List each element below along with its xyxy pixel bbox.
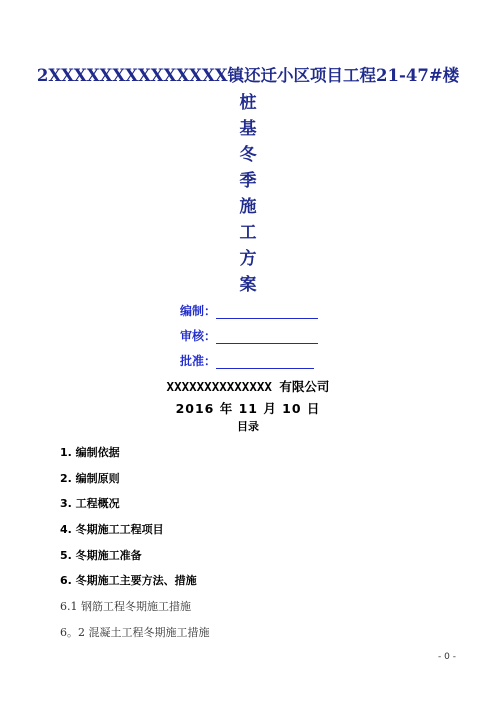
toc-subitem[interactable]: 6.1 钢筋工程冬期施工措施 xyxy=(60,600,191,614)
page-number: - 0 - xyxy=(438,652,456,662)
vertical-title-char: 工 xyxy=(239,223,257,243)
approve-signature xyxy=(180,352,314,369)
compile-signature xyxy=(180,302,318,319)
review-label: 审核： xyxy=(180,329,217,343)
document-date: 2016 年 11 月 10 日 xyxy=(175,401,321,416)
toc-item[interactable]: 5. 冬期施工准备 xyxy=(60,548,142,562)
vertical-title-char: 桩 xyxy=(239,93,257,113)
vertical-title-char: 基 xyxy=(239,119,257,139)
approve-signature-line xyxy=(216,356,314,369)
review-signature xyxy=(180,327,318,344)
vertical-title-char: 方 xyxy=(239,249,257,269)
toc-item[interactable]: 4. 冬期施工工程项目 xyxy=(60,523,164,537)
document-title: 2XXXXXXXXXXXXXX镇还迁小区项目工程21-47#楼 xyxy=(36,66,460,85)
review-signature-line xyxy=(216,331,318,344)
toc-item[interactable]: 6. 冬期施工主要方法、措施 xyxy=(60,574,197,588)
company-name: XXXXXXXXXXXXXX 有限公司 xyxy=(166,379,330,394)
vertical-title-char: 案 xyxy=(239,275,257,295)
toc-subitem[interactable]: 6。2 混凝土工程冬期施工措施 xyxy=(60,625,210,639)
toc-title: 目录 xyxy=(237,420,259,433)
vertical-title xyxy=(0,90,496,298)
compile-label: 编制： xyxy=(180,304,217,318)
vertical-title-char: 季 xyxy=(239,171,257,191)
vertical-title-char: 施 xyxy=(239,197,257,217)
compile-signature-line xyxy=(216,306,318,319)
toc-item[interactable]: 1. 编制依据 xyxy=(60,446,120,459)
toc-item[interactable]: 2. 编制原则 xyxy=(60,471,120,485)
table-of-contents xyxy=(60,440,210,646)
vertical-title-char: 冬 xyxy=(239,145,257,165)
approve-label: 批准： xyxy=(180,354,217,368)
toc-item[interactable]: 3. 工程概况 xyxy=(60,497,120,511)
